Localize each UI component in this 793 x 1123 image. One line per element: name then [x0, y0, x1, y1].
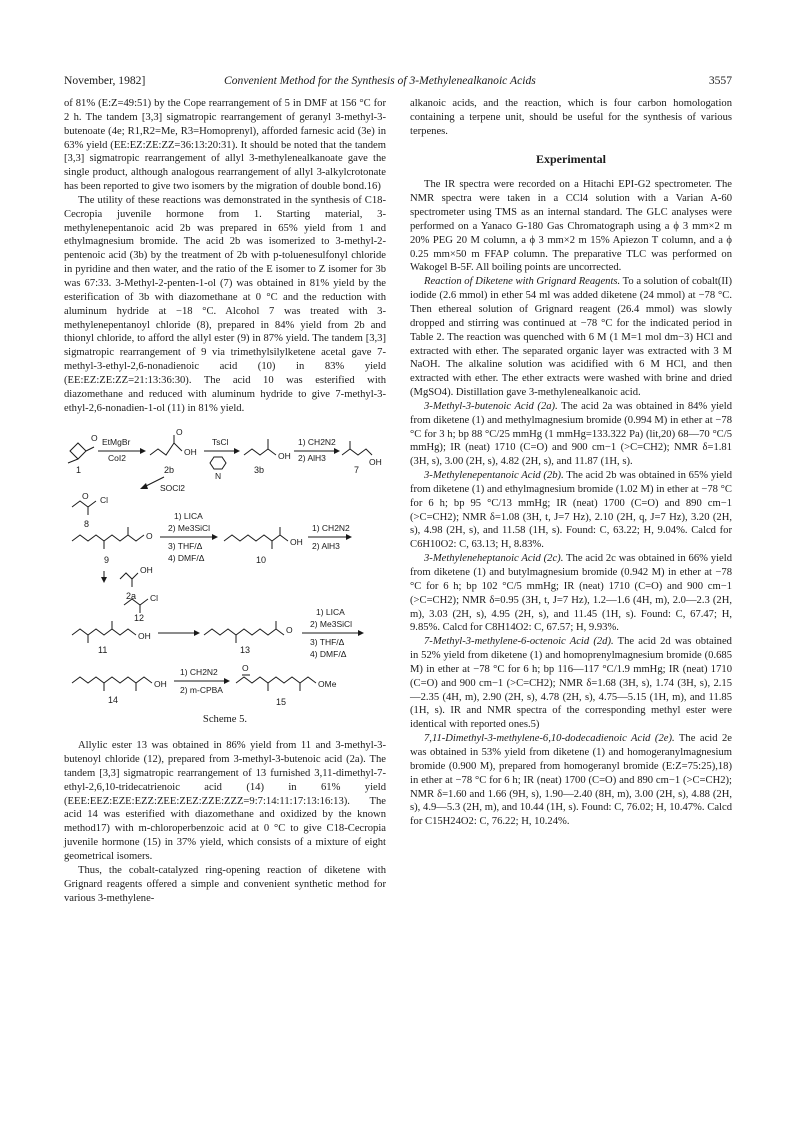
atom-oh-2a: OH — [140, 565, 153, 576]
reagent-me3sicl-row2: 2) Me3SiCl — [168, 523, 211, 534]
section-title-experimental: Experimental — [536, 151, 606, 166]
paragraph-reaction-diketene — [410, 275, 732, 400]
left-column — [64, 97, 386, 905]
atom-oh-7: OH — [369, 457, 382, 468]
atom-o-9: O — [146, 531, 153, 542]
reagent-dmf-row3: 4) DMF/Δ — [310, 649, 347, 660]
body-acid-2c: The acid 2c was obtained in 66% yield from diketene (1) and butylmagnesium bromide (0.942 M) in ether at −78 °C for 6 h; bp 102 °C/5 mmHg; IR (neat) 1710 (C=O) and 900 cm−1 (>C=CH2); NMR δ=0.95 (3H, t, J=7 Hz), 1.2—1.6 (4H, m), 2.0—2.3 (2H, m), 3.03 (2H, s), 4.95 (2H, s), and 11.45 (1H, s). Found: C, 67.47; H, 9.85%. Calcd for C8H14O2: C, 67.57; H, 9.93%. — [410, 553, 732, 634]
paragraph-juvenile-hormone-synthesis: The utility of these reactions was demonstrated in the synthesis of C18-Cecropia juvenile hormone from 1. Starting material, 3-methylenepentanoic acid 2b was prepared in 65% yield from 1 and ethylmagnesium bromide. The acid 2b was isomerized to 3-methyl-2-pentenoic acid (3b) by the treatment of 2b with p-toluenesulfonyl chloride in pyridine and then water, and the ratio of the E isomer to Z isomer for 3b was 67:33. 3-Methyl-2-penten-1-ol (7) was obtained in 81% yield by the esterification of 3b with diazomethane at 0 °C and the reduction with aluminum hydride at −18 °C. Alcohol 7 was treated with 3-methylenepentanoyl chloride (8), prepared in 84% yield from 2b and thionyl chloride, to afford the allyl ester (9) in 87% yield. The tandem [3,3] sigmatropic rearrangement of 9 via trimethylsilylketene acetal gave 7-methyl-3-ethyl-2,6-nonadienoic acid (10) in 83% yield (EE:EZ:ZE:ZZ=21:13:36:30). The acid 10 was esterified with diazomethane and reduced with aluminum hydride to give 7-methyl-3-ethyl-2,6-nonadien-1-ol (11) in 81% yield. — [64, 194, 386, 414]
atom-oh-14: OH — [154, 679, 167, 690]
reagent-ch2n2-row1: 1) CH2N2 — [298, 437, 336, 448]
atom-oh-3b: OH — [278, 451, 291, 462]
reagent-coi2: CoI2 — [108, 453, 126, 464]
paragraph-conclusion-continued: alkanoic acids, and the reaction, which is four carbon homologation containing a terpene unit, should be useful for the synthesis of various terpenes. — [410, 98, 732, 137]
atom-o-8: O — [82, 491, 89, 502]
reagent-lica-row2: 1) LICA — [174, 511, 203, 522]
paragraph-cope-rearrangement: of 81% (E:Z=49:51) by the Cope rearrangement of 5 in DMF at 156 °C for 2 h. The tandem [3,3] sigmatropic rearrangement of geranyl 3-methyl-3-butenoate (4e; R1,R2=Me, R3=Homoprenyl), afforded farnesic acid (3e) in 63% yield (EE:EZ:ZE:ZZ=36:13:20:31). It should be noted that the tandem [3,3] sigmatropic rearrangement of allyl 3-methylenealkanoate gave the single product, although analogous rearrangement of allyl 3-alkylcrotonate has been reported to give two isomers by the migration of double bond.16) — [64, 98, 386, 193]
paragraph-conclusion: Thus, the cobalt-catalyzed ring-opening reaction of diketene with Grignard reagents offered a simple and convenient synthetic method for various 3-methylene- — [64, 864, 386, 904]
scheme-row-3 — [72, 607, 364, 659]
label-compound-10: 10 — [256, 555, 267, 566]
body-acid-2a: The acid 2a was obtained in 84% yield from diketene (1) and methylmagnesium bromide (0.994 M) in ether at −78 °C for 3 h; bp 88 °C/25 mmHg (1 mmHg=133.322 Pa) (lit,20) 68—70 °C/5 mmHg); IR (neat) 1710 (C=O) and 900 cm−1 (>C=CH2); NMR δ=1.81 (3H, s), 3.00 (2H, s), 4.82 (2H, s), and 11.87 (1H, s). — [410, 400, 733, 468]
header-date: November, 1982] — [64, 74, 146, 87]
reagent-alh3-row2: 2) AlH3 — [312, 541, 340, 552]
reagent-me3sicl-row3: 2) Me3SiCl — [310, 619, 353, 630]
paragraph-instruments: The IR spectra were recorded on a Hitachi EPI-G2 spectrometer. The NMR spectra were taken in a CCl4 solution with a Varian A-60 spectrometer using TMS as an internal standard. The GLC analyses were performed on a Yanaco G-180 Gas Chromatograph using a ϕ 3 mm×2 m 20% PEG 20 M column, a ϕ 3 mm×2 m 15% Apiezon T column, and a ϕ 0.25 mm×50 m FFAP column. The preparative TLC was performed on Wakogel B-5F. All boiling points are uncorrected. — [410, 179, 732, 274]
label-compound-7: 7 — [354, 465, 360, 476]
label-compound-13: 13 — [240, 645, 251, 656]
running-header — [64, 74, 732, 90]
scheme-row-2 — [72, 491, 352, 623]
atom-oh-11: OH — [138, 631, 151, 642]
reagent-socl2: SOCl2 — [160, 483, 186, 494]
subhead-acid-2e: 7,11-Dimethyl-3-methylene-6,10-dodecadienoic Acid (2e). — [424, 733, 675, 745]
atom-o-13: O — [286, 625, 293, 636]
paragraph-acid-2d — [410, 635, 732, 732]
paragraph-acid-2a — [410, 400, 732, 469]
label-compound-3b: 3b — [254, 465, 265, 476]
paragraph-acid-2b — [410, 469, 732, 552]
scheme-row-1 — [68, 427, 382, 493]
body-acid-2e: The acid 2e was obtained in 53% yield from diketene (1) and homogeranylmagnesium bromide (0.900 M), prepared from homogeranyl bromide (E:Z=75:25),18) in ether at −78 °C for 6 h; IR (neat) 1700 (C=O) and 890 cm−1 (>C=CH2); NMR δ=1.60 and 1.66 (9H, s), 1.90—2.40 (8H, m), 3.00 (2H, s), 4.88 (2H, s), 4.9—5.3 (2H, m), and 10.44 (1H, s). Found: C, 76.02; H, 10.47%. Calcd for C15H24O2: C, 76.22; H, 10.24%. — [410, 733, 732, 828]
reagent-lica-row3: 1) LICA — [316, 607, 345, 618]
paragraph-acid-2c — [410, 552, 732, 635]
subhead-acid-2b: 3-Methylenepentanoic Acid (2b). — [424, 470, 564, 482]
label-compound-15: 15 — [276, 697, 287, 708]
label-compound-11: 11 — [98, 645, 108, 656]
body-acid-2d: The acid 2d was obtained in 52% yield from diketene (1) and homoprenylmagnesium bromide (0.685 M) in ether at −78 °C for 6 h; bp 116—117 °C/1.9 mmHg; IR (neat) 1710 (C=O) and 900 cm−1 (>C=CH2); NMR δ=1.68 (3H, s), 1.74 (3H, s), 2.15—2.35 (4H, m), 2.90 (2H, s), 4.78 (2H, s), 4.75—5.15 (1H, m), and 11.85 (1H, s). IR and NMR spectra of the corresponding methyl ester were identical with reported ones.5) — [410, 636, 732, 731]
reagent-alh3-row1: 2) AlH3 — [298, 453, 326, 464]
reagent-dmf-row2: 4) DMF/Δ — [168, 553, 205, 564]
atom-n-pyridine: N — [215, 471, 222, 482]
right-column — [410, 97, 732, 829]
atom-oh-10: OH — [290, 537, 303, 548]
header-title: Convenient Method for the Synthesis of 3-Methylenealkanoic Acids — [224, 74, 536, 87]
label-compound-14: 14 — [108, 695, 119, 706]
label-compound-12: 12 — [134, 613, 145, 624]
subhead-acid-2c: 3-Methyleneheptanoic Acid (2c). — [424, 553, 564, 565]
reagent-ch2n2-row2: 1) CH2N2 — [312, 523, 350, 534]
reagent-ch2n2-row4: 1) CH2N2 — [180, 667, 218, 678]
atom-cl-12: Cl — [150, 593, 159, 604]
reagent-mcpba: 2) m-CPBA — [180, 685, 223, 696]
label-compound-2b: 2b — [164, 465, 175, 476]
subhead-reaction-diketene: Reaction of Diketene with Grignard Reagents. — [424, 276, 621, 288]
atom-o-1: O — [91, 433, 98, 444]
atom-o-15-epoxide: O — [242, 663, 249, 674]
paragraph-allylic-ester: Allylic ester 13 was obtained in 86% yield from 11 and 3-methyl-3-butenoyl chloride (12), prepared from 3-methyl-3-butenoic acid (2a). The tandem [3,3] sigmatropic rearrangement of 13 furnished 3,11-dimethyl-7-ethyl-2,6,10-tridecatrienoic acid (14) in 61% yield (EEE:EEZ:EZE:EZZ:ZEE:ZEZ:ZZE:ZZZ=9:7:14:11:17:13:16:13). The acid 14 was esterified with diazomethane and oxidized by the known method17) with m-chloroperbenzoic acid at 0 °C to give C18-Cecropia juvenile hormone (15) in 37% yield, which consists of a mixture of eight geometrical isomers. — [64, 740, 386, 862]
reagent-thf-row2: 3) THF/Δ — [168, 541, 203, 552]
scheme-caption: Scheme 5. — [202, 714, 248, 726]
reagent-tscl: TsCl — [212, 437, 229, 448]
label-compound-1: 1 — [76, 465, 82, 476]
atom-o-2b: O — [176, 427, 183, 438]
scheme-row-4 — [72, 663, 337, 707]
subhead-acid-2a: 3-Methyl-3-butenoic Acid (2a). — [424, 400, 558, 412]
reagent-thf-row3: 3) THF/Δ — [310, 637, 345, 648]
label-compound-2a: 2a — [126, 591, 137, 602]
subhead-acid-2d: 7-Methyl-3-methylene-6-octenoic Acid (2d). — [424, 636, 614, 648]
scheme-5-figure — [64, 421, 386, 711]
atom-ome-15: OMe — [318, 679, 337, 690]
body-acid-2b: The acid 2b was obtained in 65% yield from diketene (1) and ethylmagnesium bromide (1.02 M) in ether at −78 °C for 6 h; bp 95 °C/13 mmHg; IR (neat) 1700 (C=O) and 890 cm−1 (>C=CH2); NMR δ=1.08 (3H, t, J=7 Hz), 2.10 (2H, q, J=7 Hz), 3.20 (2H, s), 4.98 (2H, s), and 11.58 (1H, s). Found: C, 63.22; H, 9.04%. Calcd for C6H10O2: C, 63.13; H, 8.83%. — [410, 470, 733, 551]
page-number: 3557 — [708, 74, 732, 87]
label-compound-8: 8 — [84, 519, 90, 530]
label-compound-9: 9 — [104, 555, 110, 566]
paragraph-acid-2e — [410, 732, 732, 829]
body-reaction-diketene: To a solution of cobalt(II) iodide (2.6 mmol) in ether 54 ml was added diketene (24 mmol) at −78 °C. Then ethereal solution of Grignard reagent (26.4 mmol) was slowly dropped and stirring was continued at −78 °C for the indicated period in Table 2. The reaction was quenched with 6 M (1 M=1 mol dm−3) HCl and extracted with ether. The separated organic layer was extracted with 3 M NaOH. The alkaline solution was acidified with 6 M HCl, and then extracted with ether. The ether extracts were washed with brine and dried (MgSO4). Distillation gave 3-methylenealkanoic acid. — [410, 276, 732, 399]
atom-cl-8: Cl — [100, 495, 109, 506]
reagent-etmgbr: EtMgBr — [102, 437, 131, 448]
atom-oh-2b: OH — [184, 447, 197, 458]
